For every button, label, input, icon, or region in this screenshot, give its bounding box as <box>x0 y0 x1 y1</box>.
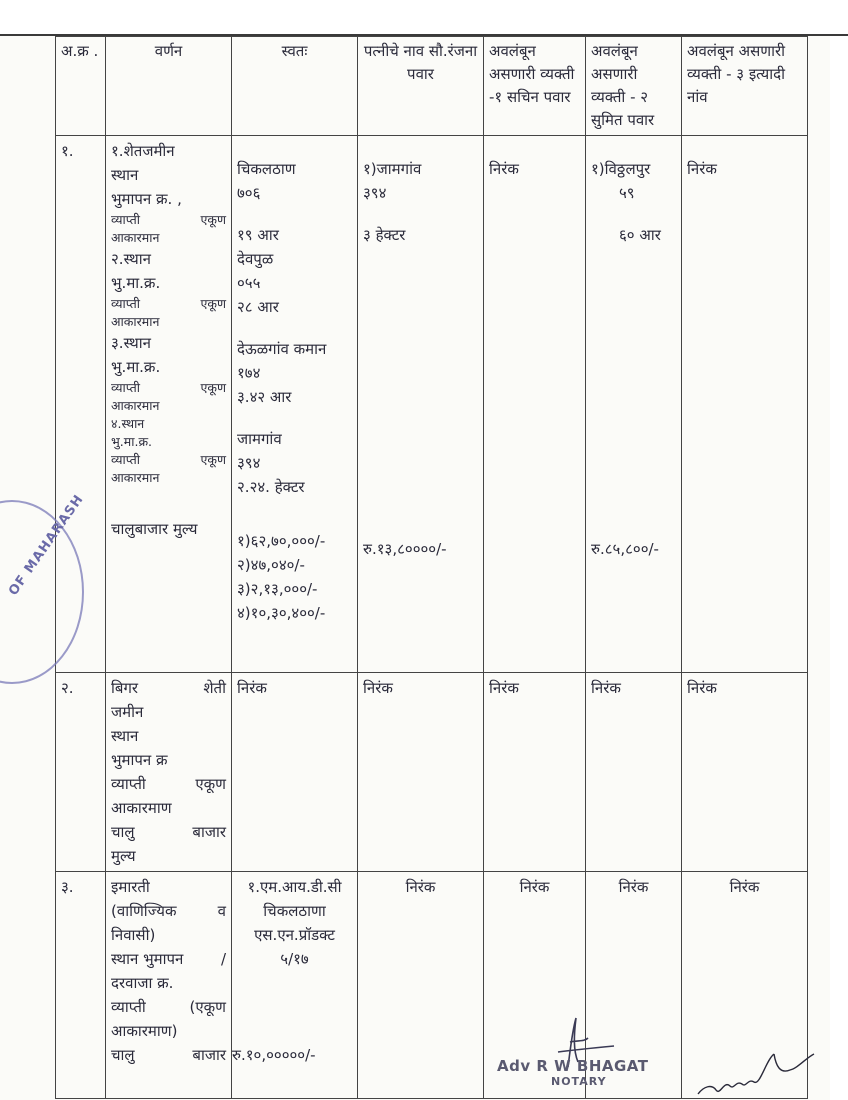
desc-line: आकारमान <box>111 398 160 413</box>
desc-text: चालु <box>111 1046 135 1064</box>
row3-serial: ३. <box>56 872 106 1099</box>
desc-line <box>111 676 226 700</box>
desc-line: भु.मा.क्र. <box>111 274 161 292</box>
header-dependent-2: अवलंबून असणारी व्यक्ती - २ सुमित पवार <box>586 37 682 136</box>
market-value-line: २)४७,०४०/- <box>237 556 305 574</box>
spacer <box>237 971 352 1043</box>
desc-text: बाजार <box>192 823 226 841</box>
desc-line: मुल्य <box>111 847 136 865</box>
value-line: एस.एन.प्रॉडक्ट <box>254 926 335 944</box>
desc-line <box>111 211 226 229</box>
desc-text: बाजार <box>192 1046 226 1064</box>
desc-line: २.स्थान <box>111 250 151 268</box>
spacer <box>363 139 478 157</box>
desc-text: व्याप्ती <box>111 296 140 311</box>
header-wife: पत्नीचे नाव सौ.रंजना पवार <box>358 37 484 136</box>
value-line: १)जामगांव <box>363 160 422 178</box>
desc-line: चालुबाजार मुल्य <box>111 520 198 538</box>
market-value-line: रु.८५,८००/- <box>591 540 659 558</box>
desc-text: एकूण <box>200 212 226 227</box>
desc-line <box>111 820 226 844</box>
spacer <box>687 139 802 157</box>
value-line: देऊळगांव कमान <box>237 340 327 358</box>
row2-serial: २. <box>56 673 106 872</box>
table-row <box>56 673 808 872</box>
value-line: ३९४ <box>363 184 387 202</box>
spacer <box>237 319 352 337</box>
desc-line <box>111 899 226 923</box>
row1-serial: १. <box>56 136 106 673</box>
value-line: ७०६ <box>237 184 261 202</box>
value-line: १९ आर <box>237 226 279 244</box>
desc-line: स्थान <box>111 166 139 184</box>
value-line: ५९ <box>619 184 635 202</box>
row2-dependent-2: निरंक <box>586 673 682 872</box>
value-line: जामगांव <box>237 430 282 448</box>
desc-line: भु.मा.क्र. <box>111 434 153 449</box>
desc-text: व्याप्ती <box>111 212 140 227</box>
spacer <box>363 205 478 223</box>
desc-line: ४.स्थान <box>111 416 145 431</box>
desc-line: निवासी) <box>111 926 156 944</box>
desc-line <box>111 1043 226 1067</box>
value-line: चिकलठाणा <box>263 902 326 920</box>
row2-self: निरंक <box>232 673 358 872</box>
row1-wife <box>358 136 484 673</box>
desc-line <box>111 947 226 971</box>
header-dependent-3: अवलंबून असणारी व्यक्ती - ३ इत्यादी नांव <box>682 37 808 136</box>
row3-dependent-3: निरंक <box>682 872 808 1099</box>
market-value-line: ३)२,१३,०००/- <box>237 580 318 598</box>
market-value-line: ४)१०,३०,४००/- <box>237 604 326 622</box>
spacer <box>237 205 352 223</box>
desc-line: आकारमाण <box>111 799 172 817</box>
row3-description <box>106 872 232 1099</box>
spacer <box>237 499 352 529</box>
value-line: निरंक <box>687 160 717 178</box>
market-value-line: १)६२,७०,०००/- <box>237 532 326 550</box>
desc-text: / <box>220 950 226 968</box>
desc-text: एकूण <box>195 775 226 793</box>
desc-text: चालु <box>111 823 135 841</box>
desc-line <box>111 379 226 397</box>
desc-text: शेती <box>203 679 226 697</box>
value-line: देवपुळ <box>237 250 274 268</box>
notary-title: NOTARY <box>551 1075 607 1088</box>
row1-dependent-3 <box>682 136 808 673</box>
header-description: वर्णन <box>106 37 232 136</box>
desc-line: भुमापन क्र <box>111 751 168 769</box>
spacer <box>591 139 676 157</box>
desc-line: ३.स्थान <box>111 334 151 352</box>
row2-dependent-1: निरंक <box>484 673 586 872</box>
value-line: ५/१७ <box>280 950 309 968</box>
spacer <box>111 487 226 517</box>
desc-line <box>111 772 226 796</box>
header-self: स्वतः <box>232 37 358 136</box>
value-line: ३ हेक्टर <box>363 226 406 244</box>
value-line: २.२४. हेक्टर <box>237 478 305 496</box>
desc-text: व्याप्ती <box>111 452 140 467</box>
notary-name: Adv R W BHAGAT <box>497 1057 649 1075</box>
table-row <box>56 136 808 673</box>
value-line: ६० आर <box>619 226 661 244</box>
desc-line: स्थान <box>111 727 139 745</box>
desc-text: व <box>217 902 226 920</box>
value-line: चिकलठाण <box>237 160 296 178</box>
desc-text: एकूण <box>200 452 226 467</box>
desc-line: आकारमाण) <box>111 1022 178 1040</box>
row3-wife: निरंक <box>358 872 484 1099</box>
row2-dependent-3: निरंक <box>682 673 808 872</box>
desc-line: आकारमान <box>111 470 160 485</box>
header-row <box>56 37 808 136</box>
row1-dependent-2 <box>586 136 682 673</box>
spacer <box>237 409 352 427</box>
market-value-line: रु.१३,८००००/- <box>363 540 447 558</box>
desc-text: स्थान भुमापन <box>111 950 184 968</box>
desc-line: आकारमान <box>111 314 160 329</box>
seal-text: OF MAHARASH <box>6 491 87 599</box>
desc-text: , <box>177 190 182 208</box>
desc-text: भुमापन क्र. <box>111 190 173 208</box>
desc-line: इमारती <box>111 878 150 896</box>
market-value-line: रु.१०,०००००/- <box>232 1046 316 1064</box>
row3-self <box>232 872 358 1099</box>
value-line: १)विठ्ठलपुर <box>591 160 651 178</box>
row1-self <box>232 136 358 673</box>
desc-text: एकूण <box>200 380 226 395</box>
desc-line: भु.मा.क्र. <box>111 358 161 376</box>
header-serial: अ.क्र . <box>56 37 106 136</box>
page-right-margin <box>830 36 848 1100</box>
handwritten-signature-icon <box>690 1050 820 1100</box>
value-line: २८ आर <box>237 298 279 316</box>
spacer <box>489 139 580 157</box>
desc-text: एकूण <box>200 296 226 311</box>
value-line: १.एम.आय.डी.सी <box>247 878 342 896</box>
desc-line <box>111 451 226 469</box>
desc-text: व्याप्ती <box>111 380 140 395</box>
desc-line <box>111 187 226 211</box>
row1-dependent-1 <box>484 136 586 673</box>
desc-line: जमीन <box>111 703 144 721</box>
asset-declaration-table <box>55 36 808 1099</box>
row2-wife: निरंक <box>358 673 484 872</box>
desc-line: दरवाजा क्र. <box>111 974 174 992</box>
spacer <box>591 205 676 223</box>
spacer <box>591 247 676 537</box>
desc-text: (वाणिज्यिक <box>111 902 177 920</box>
notary-stamp <box>497 1057 697 1088</box>
value-line: निरंक <box>489 160 519 178</box>
spacer <box>237 139 352 157</box>
row3-dependent-2: निरंक <box>586 872 682 1099</box>
row1-description <box>106 136 232 673</box>
desc-line: आकारमान <box>111 230 160 245</box>
desc-line <box>111 295 226 313</box>
row2-description <box>106 673 232 872</box>
value-line: १७४ <box>237 364 261 382</box>
spacer <box>363 247 478 537</box>
desc-text: व्याप्ती <box>111 998 146 1016</box>
desc-text: व्याप्ती <box>111 775 146 793</box>
value-line: ०५५ <box>237 274 261 292</box>
page-top-band <box>0 0 848 34</box>
desc-line <box>111 995 226 1019</box>
header-dependent-1: अवलंबून असणारी व्यक्ती -१ सचिन पवार <box>484 37 586 136</box>
desc-text: (एकूण <box>189 998 226 1016</box>
desc-text: बिगर <box>111 679 139 697</box>
row3-dependent-1: निरंक <box>484 872 586 1099</box>
value-line: ३९४ <box>237 454 261 472</box>
desc-line: १.शेतजमीन <box>111 142 175 160</box>
value-line: ३.४२ आर <box>237 388 292 406</box>
